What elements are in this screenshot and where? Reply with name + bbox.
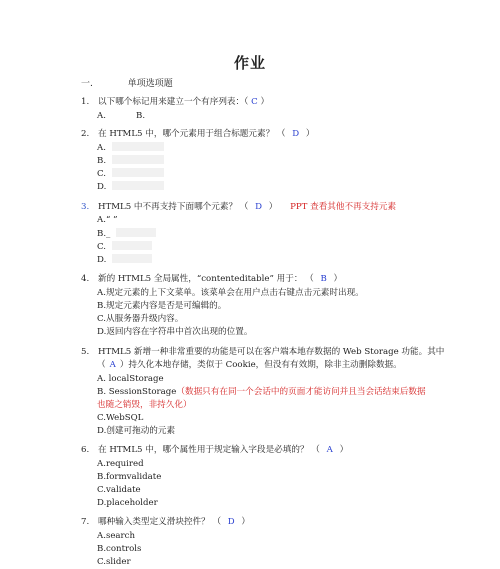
teacher-note: PPT 查看其他不再支持元素: [290, 202, 397, 212]
option-a: A.required: [97, 459, 144, 469]
question-number: 7.: [81, 517, 90, 527]
question-text: 在 HTML5 中，哪个属性用于规定输入字段是必填的？ （: [98, 445, 320, 455]
option-b: B.controls: [97, 544, 142, 554]
answer-letter: A: [326, 445, 333, 455]
answer-letter: A: [109, 360, 116, 370]
answer-letter: D: [227, 517, 235, 527]
answer-letter: D: [255, 202, 263, 212]
question-text: 哪种输入类型定义滑块控件？ （: [98, 517, 222, 527]
section-number: 一.: [81, 79, 93, 89]
question-close: ）: [268, 202, 278, 212]
question-text: HTML5 中不再支持下面哪个元素？ （: [98, 202, 249, 212]
question-7: [81, 516, 250, 529]
blurred-content: [112, 155, 164, 164]
answer-letter: C: [251, 97, 258, 107]
question-close: ）: [339, 445, 349, 455]
answer-letter: B: [320, 274, 327, 284]
option-d: D.创建可拖动的元素: [97, 426, 176, 436]
option-b: B. SessionStorage（数据只有在同一个会话中的页面才能访问并且当会话结束后数据: [97, 387, 426, 397]
question-text: 以下哪个标记用来建立一个有序列表：（: [98, 97, 249, 107]
question-2: [81, 128, 314, 141]
option-c: C.validate: [97, 485, 141, 495]
option-b: B.formvalidate: [97, 472, 162, 482]
question-close: ）: [333, 274, 343, 284]
page-title: 作业: [233, 54, 266, 72]
question-5: [81, 346, 444, 359]
question-5-line-2: （ A ）持久化本地存储，类似于 Cookie，但没有有效期，除非主动删除数据。: [97, 360, 402, 370]
question-close: ）: [305, 129, 315, 139]
question-number: 4.: [81, 274, 90, 284]
blurred-content: [112, 142, 164, 151]
section-heading: [81, 76, 173, 89]
blurred-content: [112, 241, 152, 250]
option-b: B.规定元素内容是否是可编辑的。: [97, 301, 227, 311]
option-a: A.“ ”: [97, 215, 118, 225]
question-text-line-1: HTML5 新增一种非常重要的功能是可以在客户端本地存数据的 Web Storage 功能。其中: [98, 347, 445, 357]
option-a: A.: [97, 111, 106, 121]
option-c: C.: [97, 168, 164, 181]
question-3: [81, 201, 396, 214]
option-a: A.规定元素的上下文菜单。该菜单会在用户点击右键点击元素时出现。: [97, 288, 364, 298]
question-number: 6.: [81, 445, 90, 455]
question-4: [81, 273, 342, 286]
blurred-content: [112, 168, 164, 177]
question-text: 新的 HTML5 全局属性，“contenteditable” 用于： （: [98, 274, 314, 284]
question-1: [81, 96, 269, 109]
option-c: C.WebSQL: [97, 413, 144, 423]
question-number: 2.: [81, 129, 90, 139]
option-b: B.: [97, 155, 164, 168]
option-b-note-continued: 也随之销毁，非持久化）: [97, 400, 192, 410]
option-a: A.search: [97, 531, 136, 541]
option-b: B._: [97, 228, 156, 241]
section-label: 单项选项题: [127, 79, 173, 89]
option-d: D.: [97, 254, 152, 267]
blurred-content: [116, 228, 156, 237]
teacher-note: （数据只有在同一个会话中的页面才能访问并且当会话结束后数据: [176, 387, 426, 397]
question-number: 3.: [81, 202, 90, 212]
question-number: 5.: [81, 347, 90, 357]
option-d: D.: [97, 181, 164, 194]
question-close: ）: [260, 97, 270, 107]
question-6: [81, 444, 348, 457]
option-a: A.: [97, 142, 164, 155]
answer-letter: D: [292, 129, 300, 139]
blurred-content: [112, 254, 152, 263]
question-number: 1.: [81, 97, 90, 107]
question-text: 在 HTML5 中，哪个元素用于组合标题元素？ （: [98, 129, 286, 139]
option-c: C.slider: [97, 557, 131, 567]
option-d: D.返回内容在字符串中首次出现的位置。: [97, 327, 253, 337]
blurred-content: [112, 181, 164, 190]
option-d: D.placeholder: [97, 498, 158, 508]
option-a: A. localStorage: [97, 374, 164, 384]
option-b: B.: [136, 111, 146, 121]
option-c: C.从服务器升级内容。: [97, 314, 184, 324]
option-c: C.: [97, 241, 152, 254]
question-close: ）: [241, 517, 251, 527]
